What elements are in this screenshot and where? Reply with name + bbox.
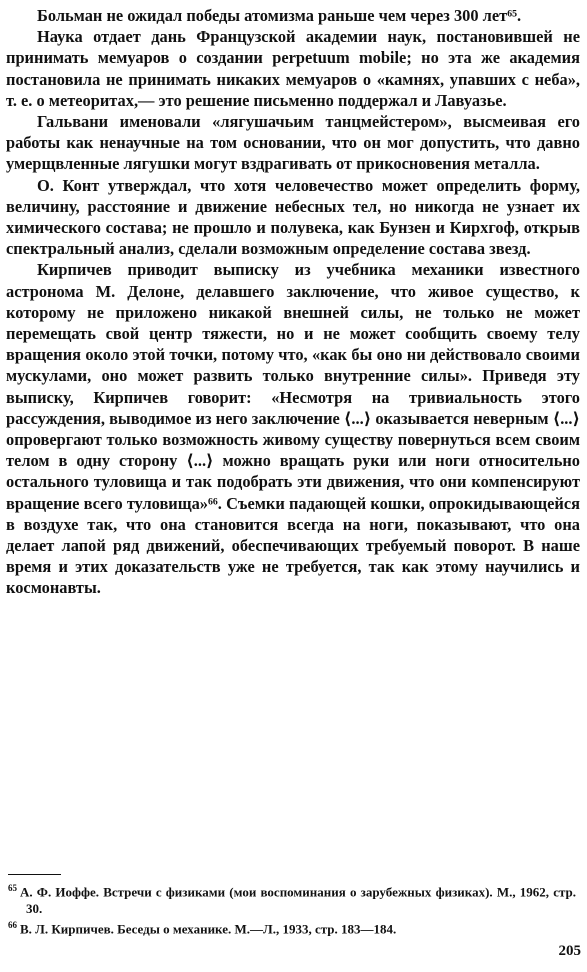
footnote-65 bbox=[8, 880, 576, 917]
footnote-marker: 65 bbox=[8, 883, 17, 893]
body-text bbox=[6, 5, 580, 599]
footnote-marker: 66 bbox=[8, 920, 17, 931]
document-page bbox=[6, 5, 580, 599]
footnote-text: В. Л. Кирпичев. Беседы о механике. М.—Л., 1933, стр. 183—184. bbox=[20, 921, 397, 937]
paragraph-academy: Наука отдает дань Французской академии наук, постановившей не принимать мемуаров о создании perpetuum mobile; но эта же академия постановила не принимать никаких мемуаров о «камнях, упавших с неба», т. е. о метеоритах,— это решение письменно поддержал и Лавуазье. bbox=[6, 27, 580, 110]
paragraph-comte: О. Конт утверждал, что хотя человечество может определить форму, величину, расстояние и движение небесных тел, но никогда не узнает их химического состава; не прошло и полувека, как Бунзен и Кирхгоф, открыв спектральный анализ, сделали возможным определение состава звезд. bbox=[6, 175, 580, 259]
paragraph-boltzmann: Больман не ожидал победы атомизма раньше чем через 300 лет⁶⁵. bbox=[37, 6, 522, 25]
paragraph-galvani: Гальвани именовали «лягушачьим танцмейстером», высмеивая его работы как ненаучные на том основании, что он мог допустить, что давно умерщвленные лягушки могут вздрагивать от прикосновения металла. bbox=[6, 112, 580, 174]
footnotes bbox=[8, 880, 576, 938]
footnote-66 bbox=[8, 917, 576, 937]
footnote-divider bbox=[8, 874, 61, 875]
paragraph-kirpichev: Кирпичев приводит выписку из учебника механики известного астронома М. Делоне, делавшего заключение, что живое существо, к которому не приложено никакой внешней силы, не только не может перемещать свой центр тяжести, но и не может сообщить своему телу вращения около этой точки, потому что, «как бы оно ни действовало своими мускулами, оно может развить только внутренние силы». Приведя эту выписку, Кирпичев говорит: «Несмотря на тривиальность этого рассуждения, выводимое из него заключение ⟨...⟩ оказывается неверным ⟨...⟩ опровергают только возможность живому существу повернуться всем своим телом в одну сторону ⟨...⟩ можно вращать руки или ноги относительно остального туловища и так подобрать эти движения, что они компенсируют вращение всего туловища»⁶⁶. Съемки падающей кошки, опрокидывающейся в воздухе так, что она становится всегда на ноги, показывают, что она делает лапой ряд движений, обеспечивающих требуемый поворот. В наше время и этих доказательств уже не требуется, так как этому научились и космонавты. bbox=[6, 260, 580, 598]
page-number: 205 bbox=[558, 943, 581, 959]
footnote-text: А. Ф. Иоффе. Встречи с физиками (мои воспоминания о зарубежных физиках). М., 1962, стр. 30. bbox=[20, 884, 576, 917]
